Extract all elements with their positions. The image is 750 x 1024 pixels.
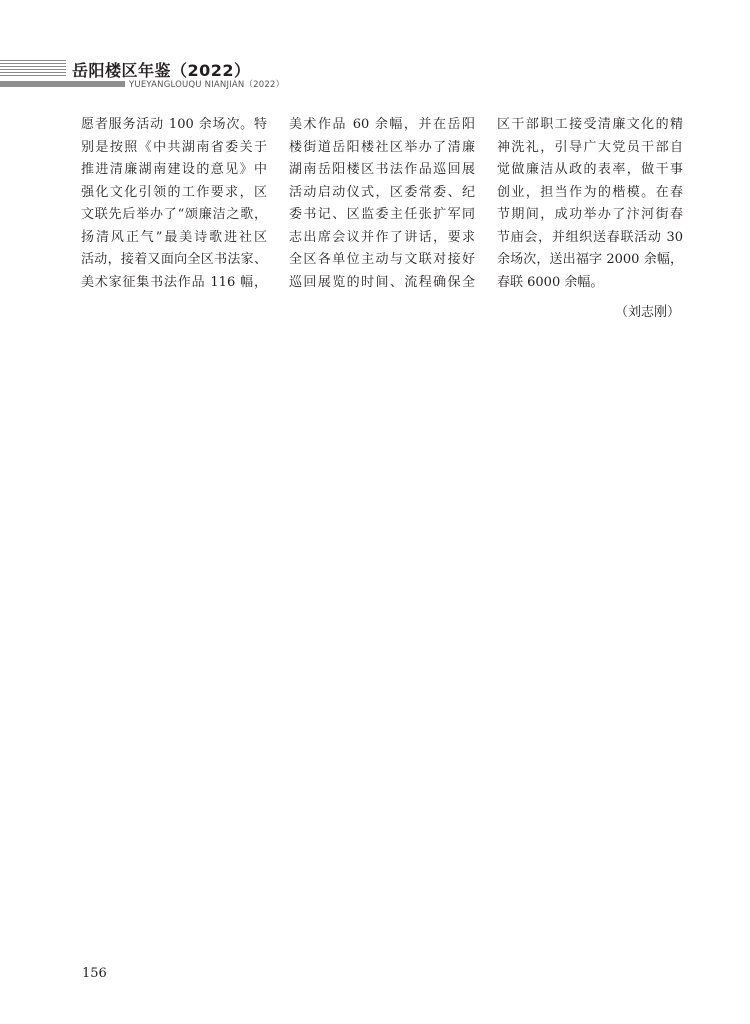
text-line: 余场次，送出福字 2000 余幅， bbox=[497, 252, 683, 267]
text-line: 觉做廉洁从政的表率，做干事 bbox=[497, 162, 683, 177]
page-number: 156 bbox=[82, 966, 107, 981]
text-column-2 bbox=[289, 114, 475, 294]
text-line: 愿者服务活动 100 余场次。特 bbox=[81, 117, 267, 132]
text-line: 委书记、区监委主任张扩军同 bbox=[289, 207, 475, 222]
text-line: 楼街道岳阳楼社区举办了清廉 bbox=[289, 139, 475, 155]
text-column-3 bbox=[497, 114, 683, 294]
text-line: 全区各单位主动与文联对接好 bbox=[289, 252, 475, 267]
text-line: 活动，接着又面向全区书法家、 bbox=[81, 252, 267, 267]
author-credit: （刘志刚） bbox=[614, 305, 680, 320]
text-line: 活动启动仪式，区委常委、纪 bbox=[289, 184, 475, 200]
text-line: 强化文化引领的工作要求，区 bbox=[81, 184, 267, 200]
text-line: 湖南岳阳楼区书法作品巡回展 bbox=[289, 162, 475, 177]
text-line: 志出席会议并作了讲话，要求 bbox=[289, 229, 475, 245]
text-line: 美术家征集书法作品 116 幅， bbox=[81, 274, 267, 290]
text-column-1 bbox=[81, 114, 267, 294]
text-line: 美术作品 60 余幅，并在岳阳 bbox=[289, 117, 475, 132]
header-decoration-bar bbox=[0, 81, 125, 87]
text-line: 节期间，成功举办了汴河街春 bbox=[497, 207, 683, 222]
text-line: 区干部职工接受清廉文化的精 bbox=[497, 117, 683, 132]
text-line: 节庙会，并组织送春联活动 30 bbox=[497, 229, 683, 245]
body-text bbox=[81, 114, 681, 314]
text-line: 扬清风正气”最美诗歌进社区 bbox=[81, 229, 267, 245]
text-line: 神洗礼，引导广大党员干部自 bbox=[497, 139, 683, 155]
text-line: 推进清廉湖南建设的意见》中 bbox=[81, 162, 267, 177]
text-line: 文联先后举办了“颂廉洁之歌， bbox=[81, 207, 267, 222]
text-line: 创业，担当作为的楷模。在春 bbox=[497, 184, 683, 200]
text-line: 别是按照《中共湖南省委关于 bbox=[81, 139, 267, 155]
running-header-title: 岳阳楼区年鉴（2022） bbox=[72, 61, 251, 80]
text-line: 春联 6000 余幅。 bbox=[497, 274, 604, 290]
header-decoration-lines bbox=[0, 60, 66, 78]
running-header-subtitle: YUEYANGLOUQU NIANJIAN（2022） bbox=[129, 80, 285, 90]
text-line: 巡回展览的时间、流程确保全 bbox=[289, 274, 475, 290]
